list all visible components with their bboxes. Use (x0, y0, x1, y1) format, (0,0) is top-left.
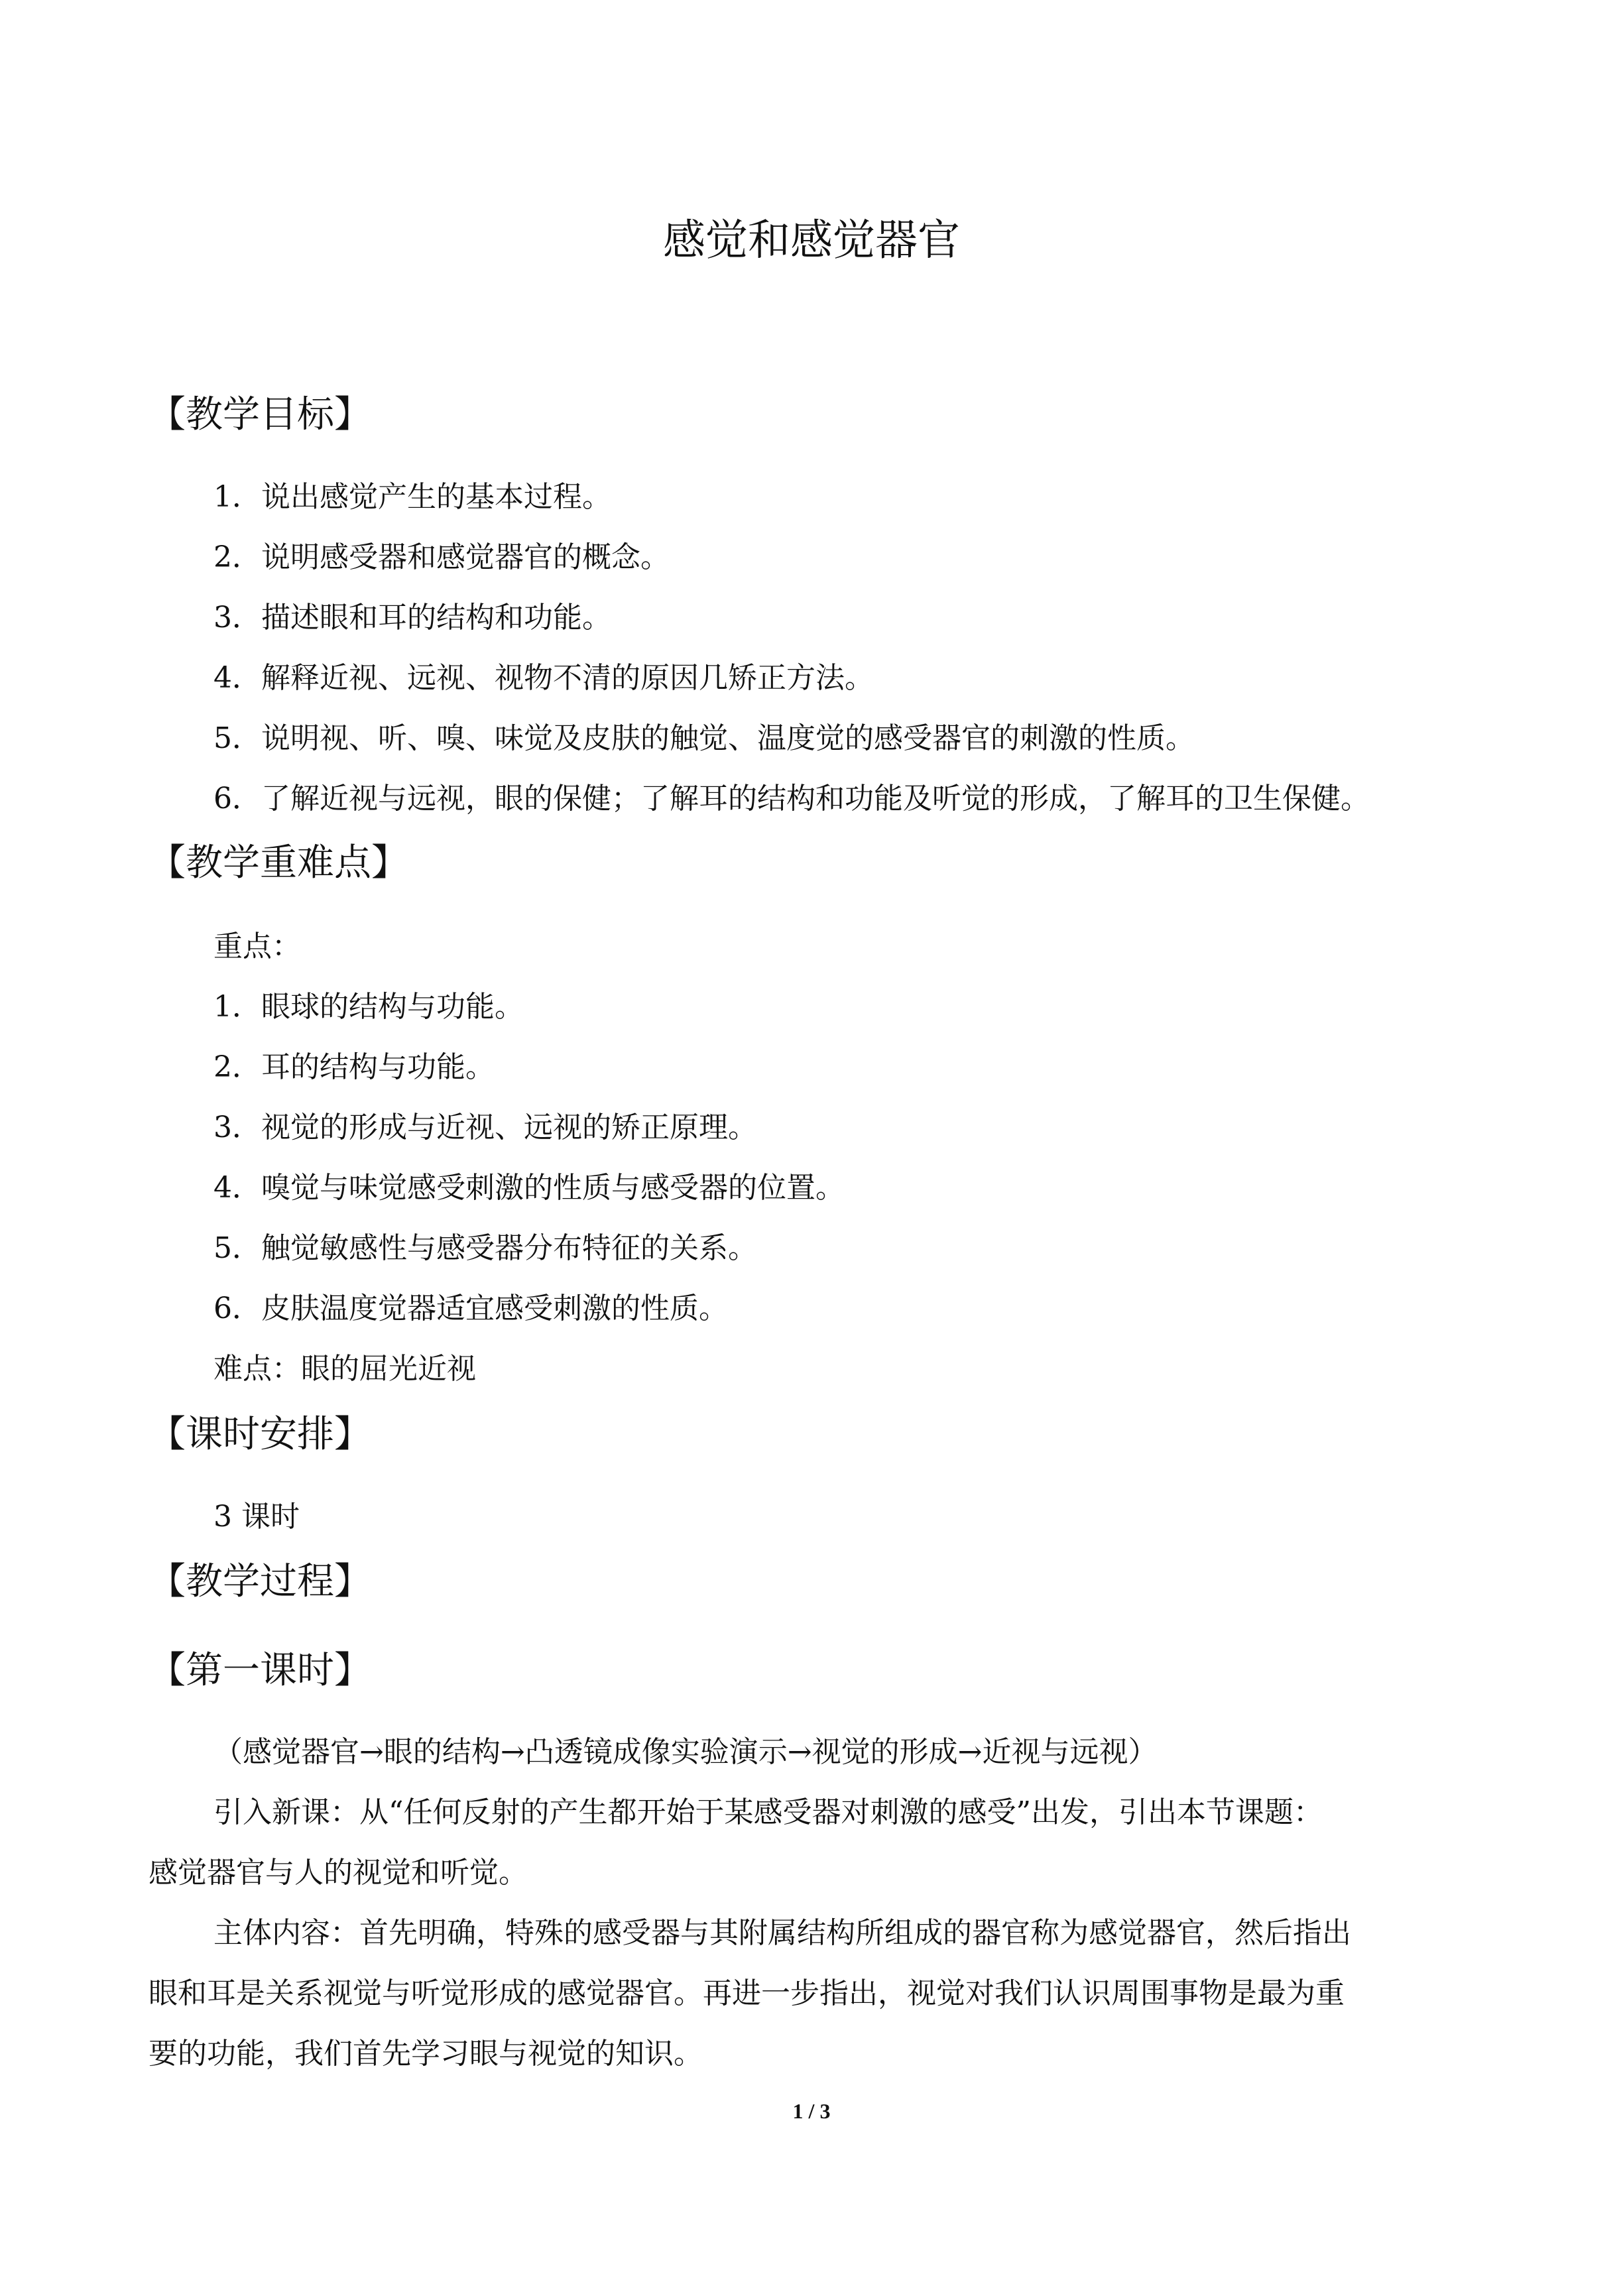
key-points-label: 重点： (213, 930, 301, 963)
first-lesson-heading: 【第一课时】 (149, 1649, 371, 1692)
key-point-item-6: 6．皮肤温度觉器适宜感受刺激的性质。 (213, 1292, 728, 1325)
main-paragraph-line-2: 眼和耳是关系视觉与听觉形成的感觉器官。再进一步指出，视觉对我们认识周围事物是最为重 (149, 1976, 1345, 2010)
schedule-text: 3 课时 (213, 1500, 300, 1534)
objective-item-5: 5．说明视、听、嗅、味觉及皮肤的触觉、温度觉的感受器官的刺激的性质。 (213, 721, 1195, 755)
difficulty-text: 难点：眼的屈光近视 (213, 1352, 476, 1386)
key-point-item-3: 3．视觉的形成与近视、远视的矫正原理。 (213, 1111, 757, 1144)
intro-paragraph-line-1: 引入新课：从“任何反射的产生都开始于某感受器对刺激的感受”出发，引出本节课题： (213, 1795, 1323, 1829)
objectives-heading: 【教学目标】 (149, 393, 371, 436)
intro-paragraph-line-2: 感觉器官与人的视觉和听觉。 (149, 1856, 528, 1890)
process-heading: 【教学过程】 (149, 1560, 371, 1603)
lesson-flow-text: （感觉器官→眼的结构→凸透镜成像实验演示→视觉的形成→近视与远视） (213, 1735, 1158, 1769)
key-point-item-2: 2．耳的结构与功能。 (213, 1050, 495, 1084)
key-point-item-4: 4．嗅觉与味觉感受刺激的性质与感受器的位置。 (213, 1171, 845, 1205)
key-point-item-5: 5．触觉敏感性与感受器分布特征的关系。 (213, 1231, 757, 1265)
objective-item-2: 2．说明感受器和感觉器官的概念。 (213, 540, 670, 574)
main-paragraph-line-1: 主体内容：首先明确，特殊的感受器与其附属结构所组成的器官称为感觉器官，然后指出 (213, 1916, 1351, 1950)
page-title: 感觉和感觉器官 (663, 216, 960, 265)
main-paragraph-line-3: 要的功能，我们首先学习眼与视觉的知识。 (149, 2037, 703, 2071)
page-number: 1 / 3 (792, 2099, 831, 2123)
key-point-item-1: 1．眼球的结构与功能。 (213, 990, 524, 1024)
objective-item-6: 6．了解近视与远视，眼的保健；了解耳的结构和功能及听觉的形成，了解耳的卫生保健。 (213, 782, 1370, 816)
objective-item-1: 1．说出感觉产生的基本过程。 (213, 480, 611, 514)
schedule-heading: 【课时安排】 (149, 1413, 371, 1456)
objective-item-4: 4．解释近视、远视、视物不清的原因几矫正方法。 (213, 661, 874, 695)
objective-item-3: 3．描述眼和耳的结构和功能。 (213, 601, 611, 634)
key-points-heading: 【教学重难点】 (149, 841, 408, 884)
